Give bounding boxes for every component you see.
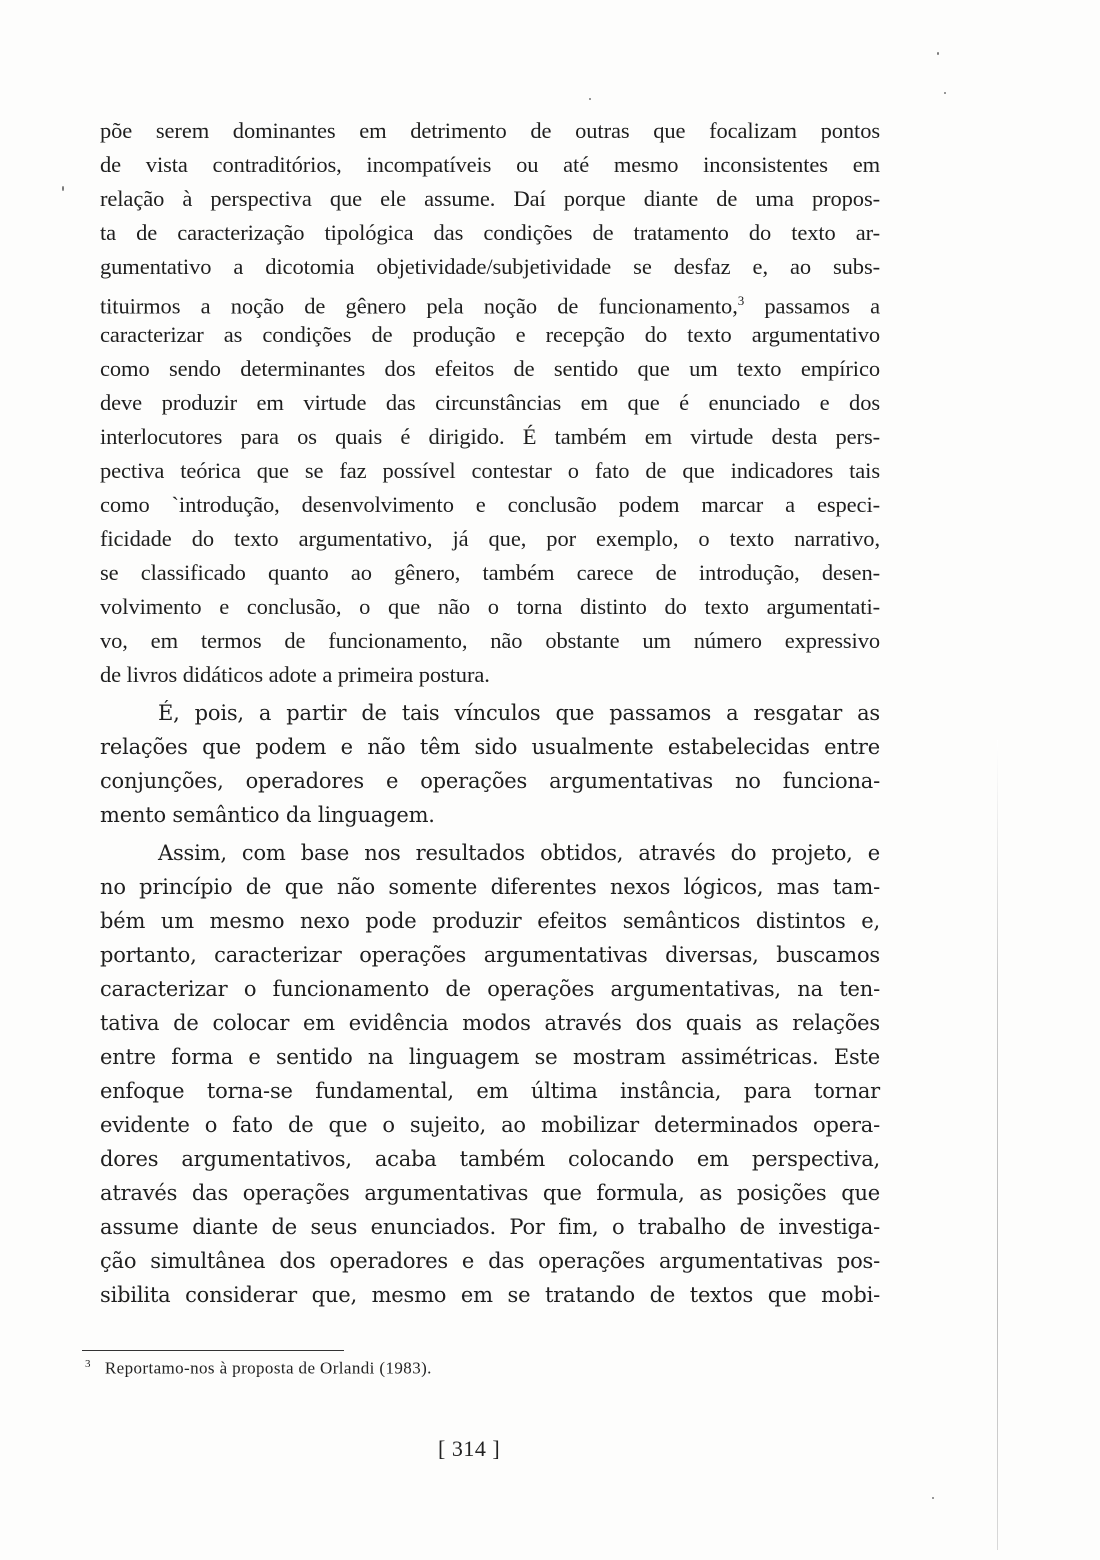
scan-speck (62, 186, 64, 191)
text-line: portanto, caracterizar operações argumentativas diversas, buscamos (100, 943, 880, 967)
text-line: enfoque torna-se fundamental, em última instância, para tornar (100, 1079, 880, 1103)
text-line: caracterizar o funcionamento de operações argumentativas, na ten- (100, 977, 880, 1001)
text-line: caracterizar as condições de produção e recepção do texto argumentativo (100, 322, 880, 347)
text-line: evidente o fato de que o sujeito, ao mobilizar determinados opera- (100, 1113, 880, 1137)
scan-edge-line (997, 740, 998, 1550)
text-line: no princípio de que não somente diferentes nexos lógicos, mas tam- (100, 875, 880, 899)
scan-speck (937, 52, 939, 55)
text-line-part: passamos a (764, 293, 880, 319)
footnote-marker: 3 (85, 1358, 91, 1370)
text-line: mento semântico da linguagem. (100, 803, 435, 827)
text-line: Assim, com base nos resultados obtidos, através do projeto, e (158, 841, 880, 865)
text-line: sibilita considerar que, mesmo em se tratando de textos que mobi- (100, 1283, 880, 1307)
text-line: ficidade do texto argumentativo, já que, por exemplo, o texto narrativo, (100, 526, 880, 551)
text-line: dores argumentativos, acaba também colocando em perspectiva, (100, 1147, 880, 1171)
text-line: gumentativo a dicotomia objetividade/subjetividade se desfaz e, ao subs- (100, 254, 880, 279)
text-line: conjunções, operadores e operações argumentativas no funciona- (100, 769, 880, 793)
text-line: através das operações argumentativas que formula, as posições que (100, 1181, 880, 1205)
text-line: relações que podem e não têm sido usualmente estabelecidas entre (100, 735, 880, 759)
text-line: ção simultânea dos operadores e das operações argumentativas pos- (100, 1249, 880, 1273)
footnote-text: Reportamo-nos à proposta de Orlandi (1983). (104, 1358, 432, 1378)
text-line: interlocutores para os quais é dirigido. É também em virtude desta pers- (100, 424, 880, 449)
text-line: vo, em termos de funcionamento, não obstante um número expressivo (100, 628, 880, 653)
text-line: assume diante de seus enunciados. Por fim, o trabalho de investiga- (100, 1215, 880, 1239)
text-line: relação à perspectiva que ele assume. Daí porque diante de uma propos- (100, 186, 880, 211)
footnote-divider (82, 1350, 344, 1351)
text-line: tativa de colocar em evidência modos através dos quais as relações (100, 1011, 880, 1035)
text-line: volvimento e conclusão, o que não o torna distinto do texto argumentati- (100, 594, 880, 619)
text-line: ta de caracterização tipológica das condições de tratamento do texto ar- (100, 220, 880, 245)
text-line: como `introdução, desenvolvimento e conclusão podem marcar a especi- (100, 492, 880, 517)
text-line: de vista contraditórios, incompatíveis ou até mesmo inconsistentes em (100, 152, 880, 177)
scan-speck (944, 92, 946, 94)
text-line: se classificado quanto ao gênero, também carece de introdução, desen- (100, 560, 880, 585)
text-line: entre forma e sentido na linguagem se mostram assimétricas. Este (100, 1045, 880, 1069)
text-line: É, pois, a partir de tais vínculos que passamos a resgatar as (158, 701, 880, 725)
text-line-part: tituirmos a noção de gênero pela noção de funcionamento, (100, 293, 738, 319)
text-line: pectiva teórica que se faz possível contestar o fato de que indicadores tais (100, 458, 880, 483)
scan-speck (932, 1497, 934, 1499)
text-line: como sendo determinantes dos efeitos de sentido que um texto empírico (100, 356, 880, 381)
footnote-reference: 3 (737, 293, 745, 308)
text-line: põe serem dominantes em detrimento de outras que focalizam pontos (100, 118, 880, 143)
page-number: [ 314 ] (438, 1436, 501, 1461)
text-line: bém um mesmo nexo pode produzir efeitos semânticos distintos e, (100, 909, 880, 933)
scan-speck (589, 98, 591, 100)
text-line: deve produzir em virtude das circunstâncias em que é enunciado e dos (100, 390, 880, 415)
footnote (85, 1358, 432, 1379)
text-line-with-footnote-ref (100, 286, 880, 319)
text-line: de livros didáticos adote a primeira postura. (100, 662, 490, 687)
